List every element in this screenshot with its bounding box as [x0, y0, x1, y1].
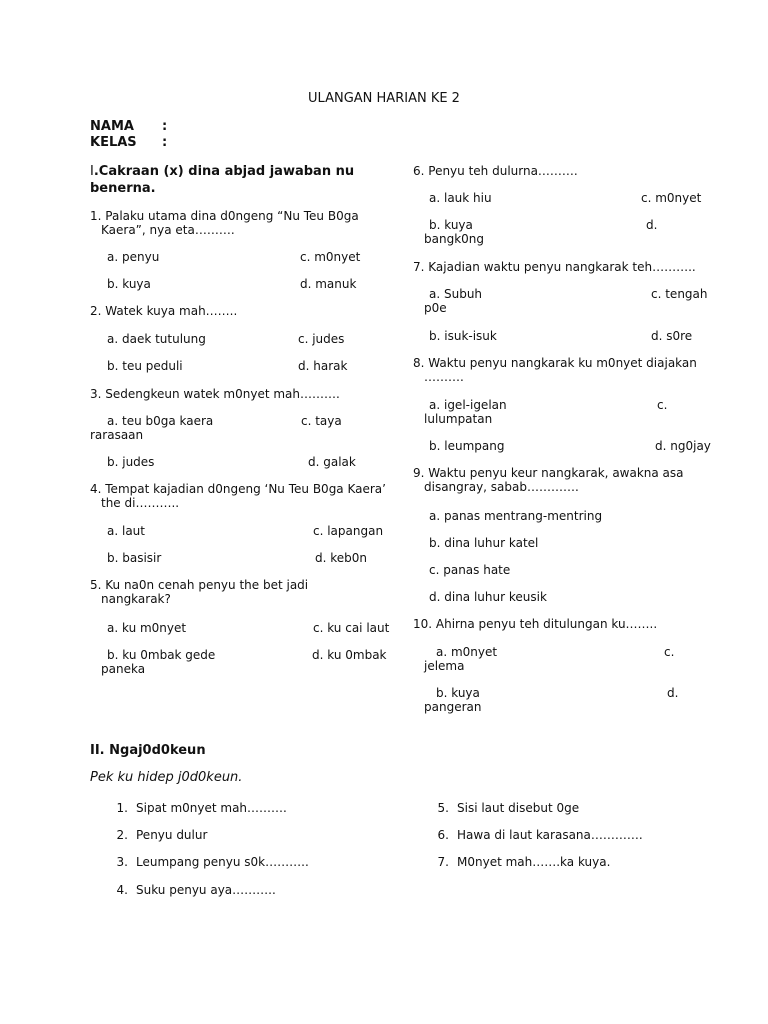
q1-option-c: c. m0nyet: [300, 250, 361, 264]
matching-item-1-text: Sipat m0nyet mah……….: [136, 801, 287, 815]
matching-item-2-num: 2.: [116, 828, 128, 842]
q1-option-a: a. penyu: [107, 250, 160, 264]
q3-option-a: a. teu b0ga kaera: [107, 414, 214, 428]
matching-item-4-text: Suku penyu aya………..: [136, 883, 276, 897]
q5-option-a: a. ku m0nyet: [107, 621, 187, 635]
q3-option-d: d. galak: [308, 455, 356, 469]
q1-option-d: d. manuk: [300, 277, 357, 291]
matching-item-7: [425, 855, 610, 869]
nama-colon: :: [162, 119, 168, 134]
q5-option-d: d. ku 0mbak: [312, 648, 387, 662]
q8-option-d: d. ng0jay: [655, 439, 711, 453]
question-1: 1. Palaku utama dina d0ngeng “Nu Teu B0ga Kaera”, nya eta……….: [90, 209, 359, 237]
section1-heading-prefix: I: [90, 164, 94, 179]
matching-item-3: [104, 855, 309, 869]
q2-option-a: a. daek tutulung: [107, 332, 206, 346]
question-7: 7. Kajadian waktu penyu nangkarak teh………..: [413, 260, 696, 274]
q4-option-b: b. basisir: [107, 551, 162, 565]
question-6: 6. Penyu teh dulurna……….: [413, 164, 578, 178]
question-8: 8. Waktu penyu nangkarak ku m0nyet diajakan ……….: [413, 356, 697, 384]
nama-field: [90, 119, 168, 134]
q2-option-c: c. judes: [298, 332, 345, 346]
kelas-field: [90, 135, 168, 150]
q3-option-c: c. taya rarasaan: [90, 414, 342, 442]
q8-option-a: a. igel-igelan: [429, 398, 507, 412]
section1-heading-text: .Cakraan (x) dina abjad jawaban nu benerna.: [90, 164, 355, 196]
matching-item-6-num: 6.: [437, 828, 449, 842]
matching-item-6: [425, 828, 643, 842]
q4-option-d: d. keb0n: [315, 551, 368, 565]
q7-option-a: a. Subuh: [429, 287, 483, 301]
nama-label: NAMA: [90, 119, 134, 134]
matching-item-7-num: 7.: [437, 855, 449, 869]
q8-option-b: b. leumpang: [429, 439, 505, 453]
matching-item-1: [104, 801, 287, 815]
matching-item-6-text: Hawa di laut karasana………….: [457, 828, 643, 842]
q10-option-b: b. kuya: [436, 686, 480, 700]
matching-item-5: [425, 801, 579, 815]
q10-option-d: d. pangeran: [424, 686, 679, 714]
kelas-colon: :: [162, 135, 168, 150]
q6-option-d: d. bangk0ng: [424, 218, 658, 246]
matching-item-4: [104, 883, 276, 897]
matching-item-7-text: M0nyet mah…….ka kuya.: [457, 855, 611, 869]
q7-option-c: c. tengah p0e: [424, 287, 708, 315]
q4-option-c: c. lapangan: [313, 524, 384, 538]
matching-item-3-num: 3.: [116, 855, 128, 869]
section1-heading: [90, 163, 390, 197]
question-3: 3. Sedengkeun watek m0nyet mah……….: [90, 387, 340, 401]
section2-heading: II. Ngaj0d0keun: [90, 743, 206, 758]
q9-option-a: a. panas mentrang-mentring: [429, 509, 603, 523]
q8-option-c: c. lulumpatan: [424, 398, 668, 426]
question-9: 9. Waktu penyu keur nangkarak, awakna asa disangray, sabab………….: [413, 466, 684, 494]
q6-option-a: a. lauk hiu: [429, 191, 492, 205]
question-2: 2. Watek kuya mah……..: [90, 304, 238, 318]
question-4: 4. Tempat kajadian d0ngeng ‘Nu Teu B0ga Kaera’ the di………..: [90, 482, 386, 510]
matching-item-5-text: Sisi laut disebut 0ge: [457, 801, 580, 815]
q9-option-b: b. dina luhur katel: [429, 536, 539, 550]
question-10: 10. Ahirna penyu teh ditulungan ku……..: [413, 617, 658, 631]
q6-option-b: b. kuya: [429, 218, 473, 232]
q7-option-d: d. s0re: [651, 329, 693, 343]
q1-option-b: b. kuya: [107, 277, 151, 291]
q4-option-a: a. laut: [107, 524, 145, 538]
matching-item-3-text: Leumpang penyu s0k………..: [136, 855, 309, 869]
q9-option-c: c. panas hate: [429, 563, 511, 577]
q7-option-b: b. isuk-isuk: [429, 329, 497, 343]
matching-item-5-num: 5.: [437, 801, 449, 815]
matching-item-1-num: 1.: [116, 801, 128, 815]
q5-option-b: b. ku 0mbak gede paneka: [101, 648, 216, 676]
q2-option-b: b. teu peduli: [107, 359, 183, 373]
page-title: ULANGAN HARIAN KE 2: [308, 91, 460, 106]
question-5: 5. Ku na0n cenah penyu the bet jadi nangkarak?: [90, 578, 309, 606]
q10-option-c: c. jelema: [424, 645, 675, 673]
q3-option-b: b. judes: [107, 455, 155, 469]
matching-item-2: [104, 828, 207, 842]
q5-option-c: c. ku cai laut: [313, 621, 390, 635]
section2-instruction: Pek ku hidep j0d0keun.: [90, 770, 243, 785]
matching-item-2-text: Penyu dulur: [136, 828, 208, 842]
q6-option-c: c. m0nyet: [641, 191, 702, 205]
q2-option-d: d. harak: [298, 359, 348, 373]
q9-option-d: d. dina luhur keusik: [429, 590, 547, 604]
matching-item-4-num: 4.: [116, 883, 128, 897]
kelas-label: KELAS: [90, 135, 137, 150]
q10-option-a: a. m0nyet: [436, 645, 498, 659]
